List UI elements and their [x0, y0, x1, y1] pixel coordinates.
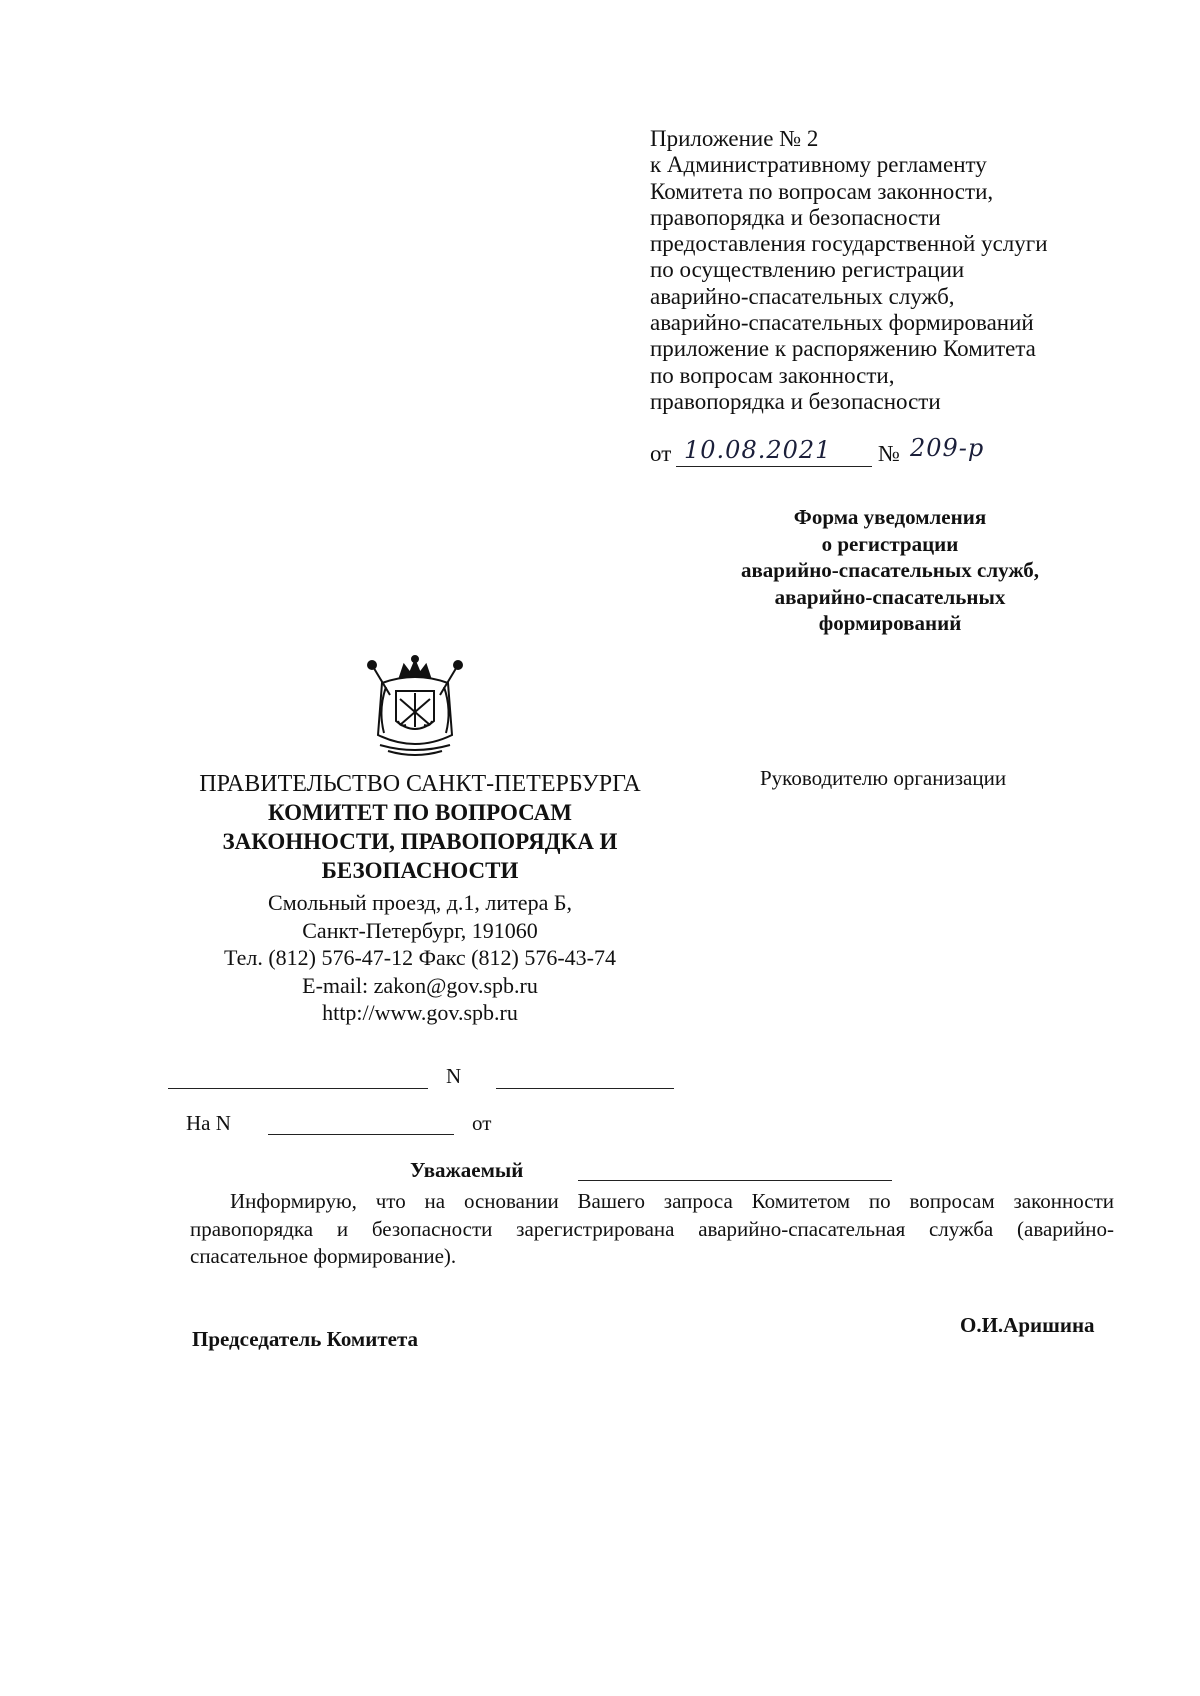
appendix-line: аварийно-спасательных служб, [650, 283, 955, 309]
appendix-line: по вопросам законности, [650, 362, 895, 388]
handwritten-number: 209-р [910, 434, 985, 462]
salutation: Уважаемый [410, 1158, 524, 1182]
government-name: ПРАВИТЕЛЬСТВО САНКТ-ПЕТЕРБУРГА [199, 771, 641, 797]
outgoing-number-line [496, 1088, 674, 1089]
reference-label: На N [186, 1111, 231, 1135]
appendix-line: аварийно-спасательных формирований [650, 310, 1034, 336]
form-title-line: аварийно-спасательных служб, [740, 558, 1040, 582]
signatory-position: Председатель Комитета [192, 1327, 419, 1351]
address-line: Смольный проезд, д.1, литера Б, [268, 890, 572, 915]
date-prefix: от [650, 441, 672, 466]
form-title-line: Форма уведомления [793, 505, 987, 529]
form-title-line: о регистрации [821, 531, 959, 556]
address-line: Санкт-Петербург, 191060 [302, 917, 538, 943]
date-underline [676, 466, 872, 467]
appendix-line: правопорядка и безопасности [650, 388, 941, 414]
email-line: E-mail: zakon@gov.spb.ru [302, 972, 538, 998]
committee-name-line: КОМИТЕТ ПО ВОПРОСАМ [268, 800, 572, 825]
appendix-line: Приложение № 2 [650, 126, 819, 151]
phone-line: Тел. (812) 576-47-12 Факс (812) 576-43-74 [223, 945, 616, 970]
committee-name-line: ЗАКОННОСТИ, ПРАВОПОРЯДКА И [222, 829, 618, 854]
appendix-line: предоставления государственной услуги [650, 231, 1048, 257]
handwritten-date: 10.08.2021 [684, 436, 832, 464]
website-line: http://www.gov.spb.ru [322, 1000, 518, 1025]
outgoing-date-line [168, 1088, 428, 1089]
appendix-line: правопорядка и безопасности [650, 204, 941, 230]
appendix-block [650, 126, 1048, 415]
appendix-line: Комитета по вопросам законности, [650, 178, 994, 204]
addressee-name-line [578, 1180, 892, 1181]
committee-name-line: БЕЗОПАСНОСТИ [321, 858, 519, 883]
appendix-line: приложение к распоряжению Комитета [650, 336, 1036, 362]
body-text: Информирую, что на основании Вашего запроса Комитетом по вопросам законности правопорядка и безопасности зарегистрирована аварийно-спасательная служба (аварийно-спасательное формирование). [190, 1189, 1114, 1268]
coat-of-arms-icon [360, 655, 470, 765]
number-prefix: № [878, 441, 900, 466]
signatory-name: О.И.Аришина [960, 1313, 1095, 1337]
letterhead [150, 770, 690, 1027]
appendix-line: к Административному регламенту [650, 152, 987, 178]
from-label: от [472, 1111, 492, 1135]
reference-number-line [268, 1134, 454, 1135]
number-label: N [446, 1064, 462, 1088]
form-title-line: формирований [818, 611, 962, 635]
recipient: Руководителю организации [760, 766, 1007, 790]
form-title [670, 504, 1110, 637]
form-title-line: аварийно-спасательных [774, 584, 1006, 609]
appendix-line: по осуществлению регистрации [650, 257, 965, 283]
